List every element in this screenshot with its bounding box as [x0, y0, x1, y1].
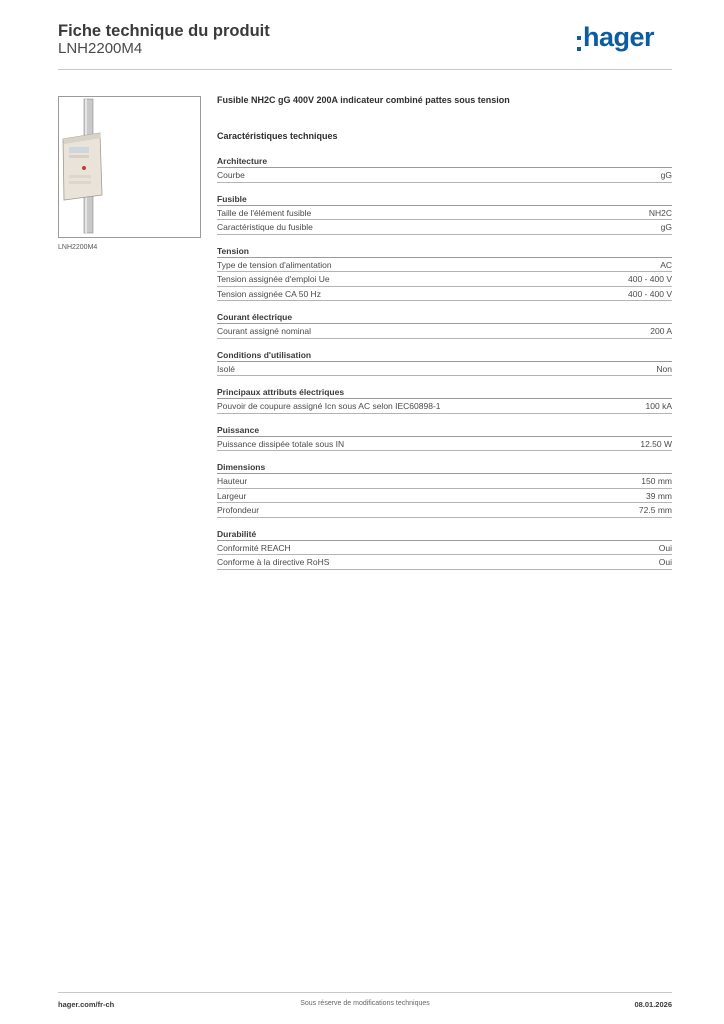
spec-value: 100 kA — [645, 401, 672, 411]
spec-label: Courant assigné nominal — [217, 326, 312, 336]
spec-value: 150 mm — [641, 476, 672, 486]
spec-value: 400 - 400 V — [628, 274, 672, 284]
fuse-cartridge-icon — [59, 97, 200, 237]
spec-label: Conformité REACH — [217, 542, 291, 553]
spec-value: 200 A — [650, 326, 672, 336]
spec-row — [217, 555, 672, 570]
footer-disclaimer: Sous réserve de modifications techniques — [300, 1000, 430, 1007]
page-footer — [58, 992, 672, 1012]
spec-group-title: Principaux attributs électriques — [217, 386, 672, 399]
spec-label: Caractéristique du fusible — [217, 222, 313, 232]
spec-group — [217, 311, 672, 339]
spec-row — [217, 272, 672, 287]
spec-group-title: Courant électrique — [217, 311, 672, 324]
spec-value: NH2C — [648, 207, 672, 218]
spec-value: Non — [656, 363, 672, 374]
spec-group-title: Fusible — [217, 193, 672, 206]
spec-value: AC — [660, 259, 672, 270]
spec-label: Tension assignée CA 50 Hz — [217, 288, 321, 299]
spec-value: 400 - 400 V — [628, 288, 672, 299]
product-image — [58, 96, 201, 238]
spec-row — [217, 287, 672, 302]
spec-label: Largeur — [217, 490, 247, 501]
spec-group — [217, 461, 672, 518]
spec-label: Pouvoir de coupure assigné Icn sous AC selon IEC60898-1 — [217, 401, 441, 411]
spec-row — [217, 324, 672, 339]
spec-value: gG — [660, 170, 672, 180]
spec-value: Oui — [658, 557, 672, 567]
spec-label: Taille de l'élément fusible — [217, 207, 312, 218]
spec-row — [217, 474, 672, 489]
spec-groups — [217, 155, 672, 570]
page-header — [58, 20, 672, 70]
spec-row — [217, 206, 672, 221]
spec-value: gG — [660, 222, 672, 232]
spec-group-title: Conditions d'utilisation — [217, 349, 672, 362]
hager-logo — [577, 24, 654, 54]
spec-group — [217, 528, 672, 570]
spec-label: Courbe — [217, 170, 245, 180]
spec-row — [217, 489, 672, 504]
footer-website: hager.com/fr-ch — [58, 1000, 115, 1009]
document-title: Fiche technique du produit — [58, 22, 270, 40]
spec-group-title: Architecture — [217, 155, 672, 168]
logo-text: hager — [582, 22, 654, 52]
spec-value: 39 mm — [646, 490, 672, 501]
spec-group — [217, 386, 672, 414]
spec-row — [217, 399, 672, 414]
spec-row — [217, 168, 672, 183]
spec-group — [217, 349, 672, 377]
specs-heading: Caractéristiques techniques — [217, 131, 338, 141]
spec-row — [217, 258, 672, 273]
spec-group-title: Durabilité — [217, 528, 672, 541]
spec-label: Profondeur — [217, 505, 260, 515]
product-description: Fusible NH2C gG 400V 200A indicateur combiné pattes sous tension — [217, 95, 510, 105]
spec-group — [217, 193, 672, 235]
spec-label: Conforme à la directive RoHS — [217, 557, 330, 567]
spec-value: Oui — [658, 542, 672, 553]
spec-label: Type de tension d'alimentation — [217, 259, 332, 270]
spec-row — [217, 541, 672, 556]
spec-label: Puissance dissipée totale sous IN — [217, 438, 345, 449]
spec-value: 12.50 W — [640, 438, 672, 449]
spec-label: Isolé — [217, 363, 235, 374]
spec-group-title: Dimensions — [217, 461, 672, 474]
spec-label: Hauteur — [217, 476, 248, 486]
spec-row — [217, 437, 672, 452]
product-details — [217, 95, 672, 570]
spec-group — [217, 245, 672, 302]
spec-group-title: Tension — [217, 245, 672, 258]
footer-date: 08.01.2026 — [634, 1000, 672, 1009]
spec-label: Tension assignée d'emploi Ue — [217, 274, 330, 284]
logo-dots-icon — [577, 36, 581, 51]
spec-group — [217, 424, 672, 452]
spec-row — [217, 220, 672, 235]
image-caption: LNH2200M4 — [58, 244, 98, 251]
product-reference: LNH2200M4 — [58, 40, 143, 57]
spec-group — [217, 155, 672, 183]
spec-group-title: Puissance — [217, 424, 672, 437]
spec-row — [217, 362, 672, 377]
spec-row — [217, 503, 672, 518]
spec-value: 72.5 mm — [638, 505, 672, 515]
